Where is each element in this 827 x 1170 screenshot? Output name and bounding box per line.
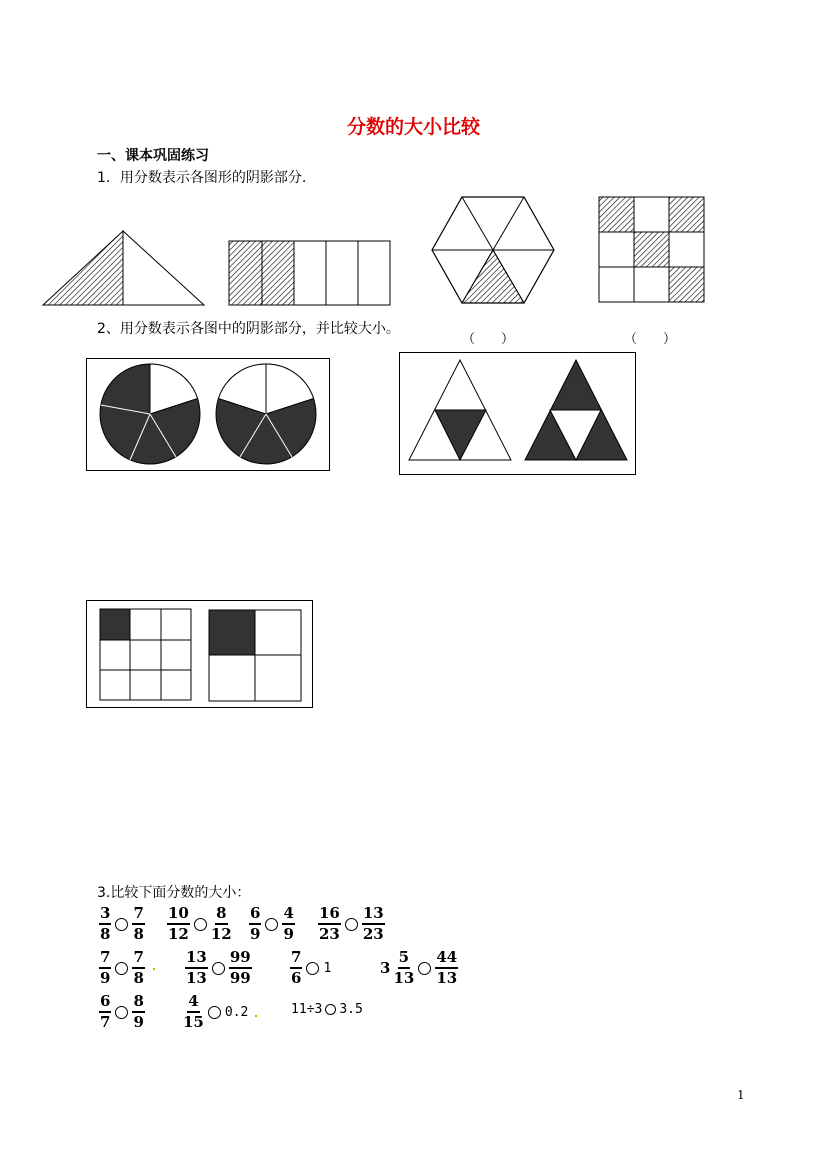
question-2: 2、用分数表示各图中的阴影部分，并比较大小。 — [97, 321, 400, 337]
comparison-item: $\frac{6}{7}$ $\frac{8}{9}$ — [100, 992, 144, 1031]
stray-dot — [255, 1015, 257, 1017]
page-title: 分数的大小比较 — [346, 116, 480, 138]
comparison-item: $\frac{6}{9}$ $\frac{4}{9}$ — [250, 904, 294, 943]
compare-circle[interactable] — [345, 918, 358, 931]
comparison-item: $\frac{3}{8}$ $\frac{7}{8}$ — [100, 904, 144, 943]
answer-paren: （ ） — [624, 332, 677, 347]
circles-figure — [86, 358, 331, 472]
triangle-figure — [40, 228, 208, 308]
grid-figure — [598, 196, 708, 304]
comparison-item: $\frac{4}{15}$ 0.2 — [183, 992, 249, 1031]
comparison-item: $\frac{7}{9}$ $\frac{7}{8}$ — [100, 948, 144, 987]
compare-circle[interactable] — [194, 918, 207, 931]
rectangle-strips-figure — [228, 240, 394, 308]
comparison-item: $\frac{7}{6}$ 1 — [291, 948, 332, 987]
compare-circle[interactable] — [418, 962, 431, 975]
compare-circle[interactable] — [208, 1006, 221, 1019]
question-1: 1．用分数表示各图形的阴影部分. — [97, 170, 307, 186]
compare-circle[interactable] — [325, 1004, 336, 1015]
comparison-item: 3 $\frac{5}{13}$ $\frac{44}{13}$ — [380, 948, 458, 987]
compare-circle[interactable] — [212, 962, 225, 975]
compare-circle[interactable] — [115, 918, 128, 931]
hexagon-figure — [430, 195, 556, 307]
squares-figure — [86, 600, 314, 709]
compare-circle[interactable] — [115, 1006, 128, 1019]
stray-dot — [153, 968, 155, 970]
page-number: 1 — [737, 1088, 745, 1102]
comparison-item: $\frac{13}{13}$ $\frac{99}{99}$ — [186, 948, 251, 987]
triangles-figure — [399, 352, 637, 476]
question-3: 3.比较下面分数的大小： — [97, 885, 251, 901]
answer-paren: （ ） — [462, 332, 515, 347]
comparison-item: 11÷3 3.5 — [291, 1002, 363, 1017]
compare-circle[interactable] — [265, 918, 278, 931]
section-heading: 一、课本巩固练习 — [97, 148, 209, 164]
comparison-item: $\frac{16}{23}$ $\frac{13}{23}$ — [319, 904, 384, 943]
comparison-item: $\frac{10}{12}$ $\frac{8}{12}$ — [168, 904, 232, 943]
compare-circle[interactable] — [306, 962, 319, 975]
compare-circle[interactable] — [115, 962, 128, 975]
